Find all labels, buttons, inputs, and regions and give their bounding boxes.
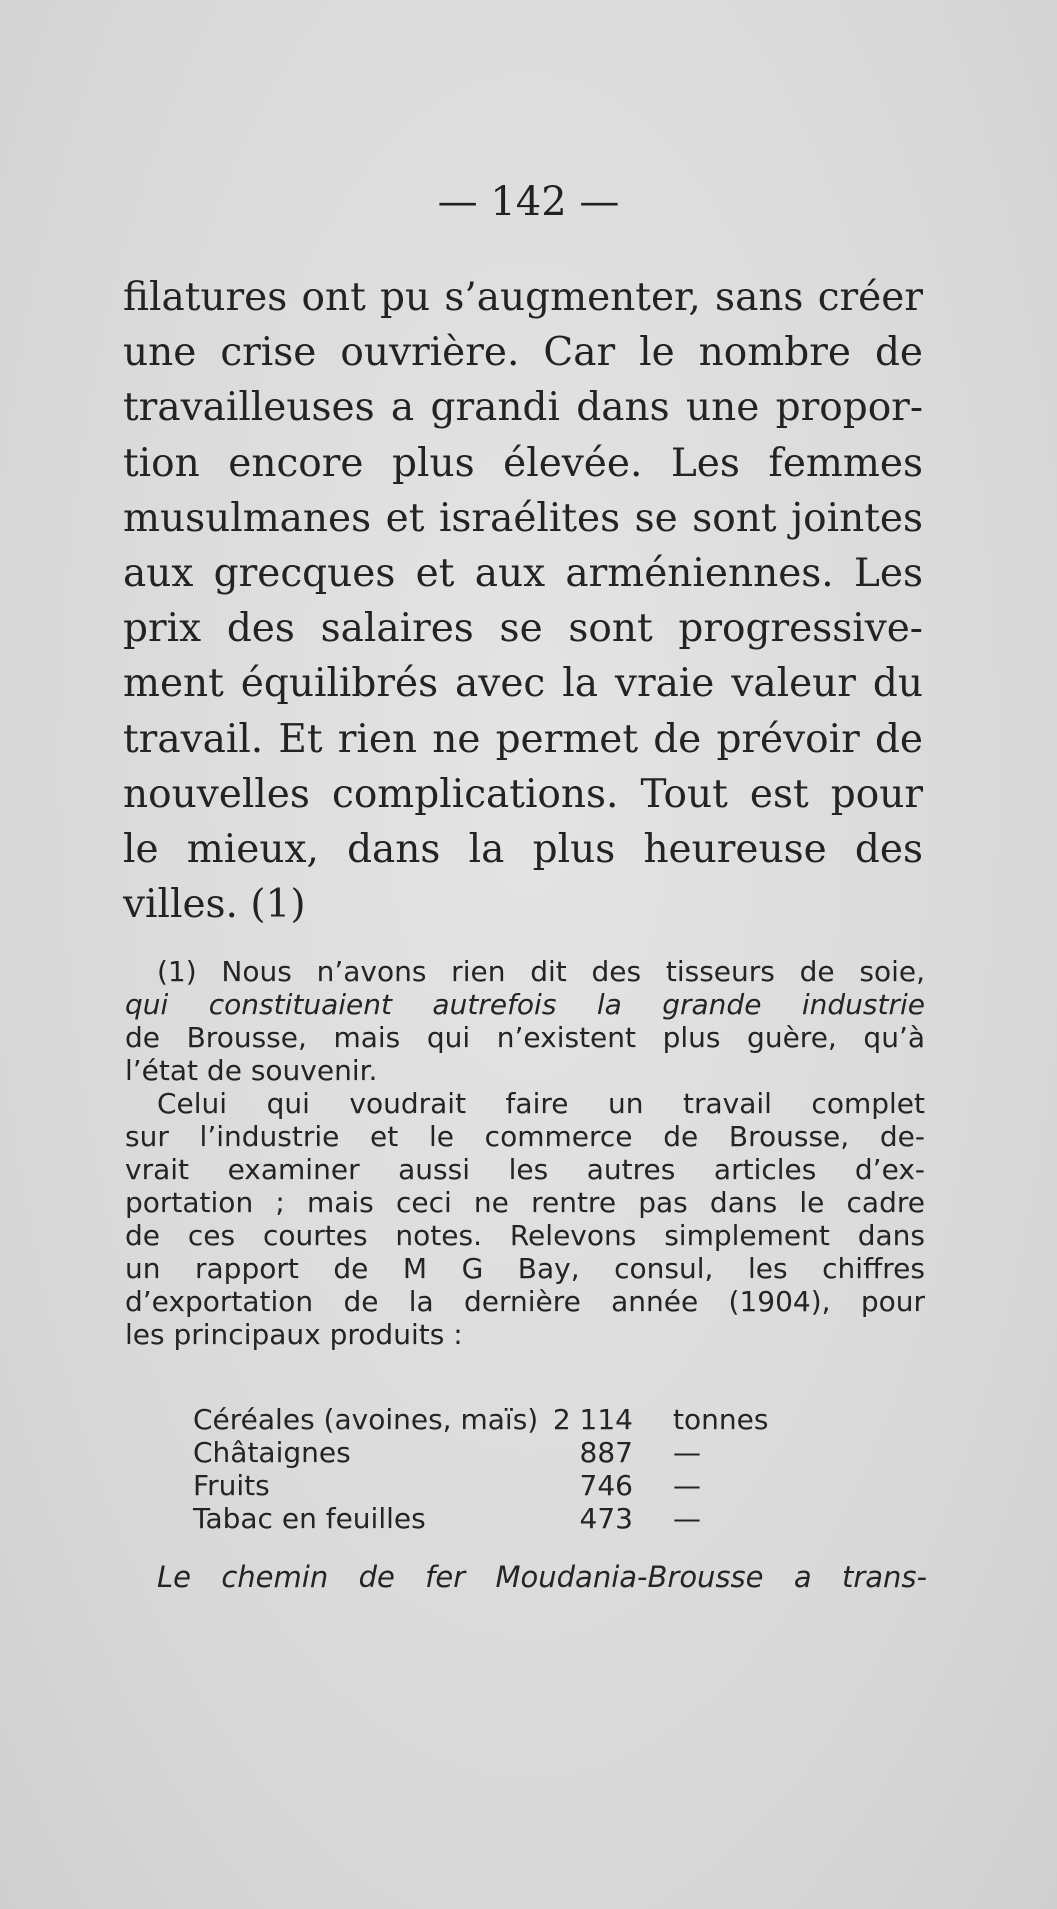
footnote-line: (1) Nous n’avons rien dit des tisseurs de soie, xyxy=(157,955,925,988)
footnote-line: un rapport de M G Bay, consul, les chiffres xyxy=(125,1252,925,1285)
footnote-line: sur l’industrie et le commerce de Brousse, de- xyxy=(125,1120,925,1153)
text-line: travailleuses a grandi dans une propor- xyxy=(123,385,923,431)
footnote-line: portation ; mais ceci ne rentre pas dans le cadre xyxy=(125,1186,925,1219)
footnote-line: de Brousse, mais qui n’existent plus guère, qu’à xyxy=(125,1021,925,1054)
footnote-line: les principaux produits : xyxy=(125,1318,463,1351)
export-row xyxy=(193,1469,893,1502)
footnote-line: de ces courtes notes. Relevons simplement dans xyxy=(125,1219,925,1252)
text-line: tion encore plus élevée. Les femmes xyxy=(123,440,923,486)
export-unit: tonnes xyxy=(673,1403,769,1436)
main-text-body xyxy=(123,270,923,932)
export-quantity: 887 xyxy=(579,1436,633,1469)
text-line: une crise ouvrière. Car le nombre de xyxy=(123,330,923,376)
text-line: aux grecques et aux arméniennes. Les xyxy=(123,550,923,596)
export-table xyxy=(193,1403,893,1535)
text-line: musulmanes et israélites se sont jointes xyxy=(123,495,923,541)
text-line: travail. Et rien ne permet de prévoir de xyxy=(123,716,923,762)
export-quantity: 746 xyxy=(579,1469,633,1502)
export-unit: — xyxy=(673,1502,701,1535)
export-quantity: 2 114 xyxy=(552,1403,633,1436)
text-line: nouvelles complications. Tout est pour xyxy=(123,771,923,817)
export-product: Céréales (avoines, maïs) xyxy=(193,1403,539,1436)
text-line: villes. (1) xyxy=(123,882,306,928)
text-line: filatures ont pu s’augmenter, sans créer xyxy=(123,275,923,320)
closing-line: Le chemin de fer Moudania-Brousse a trans- xyxy=(157,1560,927,1594)
footnote xyxy=(125,955,925,1351)
export-quantity: 473 xyxy=(579,1502,633,1535)
export-row xyxy=(193,1436,893,1469)
footnote-line: Celui qui voudrait faire un travail complet xyxy=(157,1087,925,1120)
export-row xyxy=(193,1502,893,1535)
text-line: ment équilibrés avec la vraie valeur du xyxy=(123,661,923,707)
footnote-line: l’état de souvenir. xyxy=(125,1054,378,1087)
export-unit: — xyxy=(673,1469,701,1502)
footnote-line: vrait examiner aussi les autres articles d’ex- xyxy=(125,1153,925,1186)
text-line: prix des salaires se sont progressive- xyxy=(123,606,923,652)
export-product: Fruits xyxy=(193,1469,270,1502)
page-number: — 142 — xyxy=(437,179,620,225)
export-product: Tabac en feuilles xyxy=(193,1502,426,1535)
footnote-line: qui constituaient autrefois la grande industrie xyxy=(125,988,925,1021)
text-line: le mieux, dans la plus heureuse des xyxy=(123,826,923,872)
footnote-line: d’exportation de la dernière année (1904), pour xyxy=(125,1285,925,1318)
export-row xyxy=(193,1403,893,1436)
export-unit: — xyxy=(673,1436,701,1469)
export-product: Châtaignes xyxy=(193,1436,351,1469)
